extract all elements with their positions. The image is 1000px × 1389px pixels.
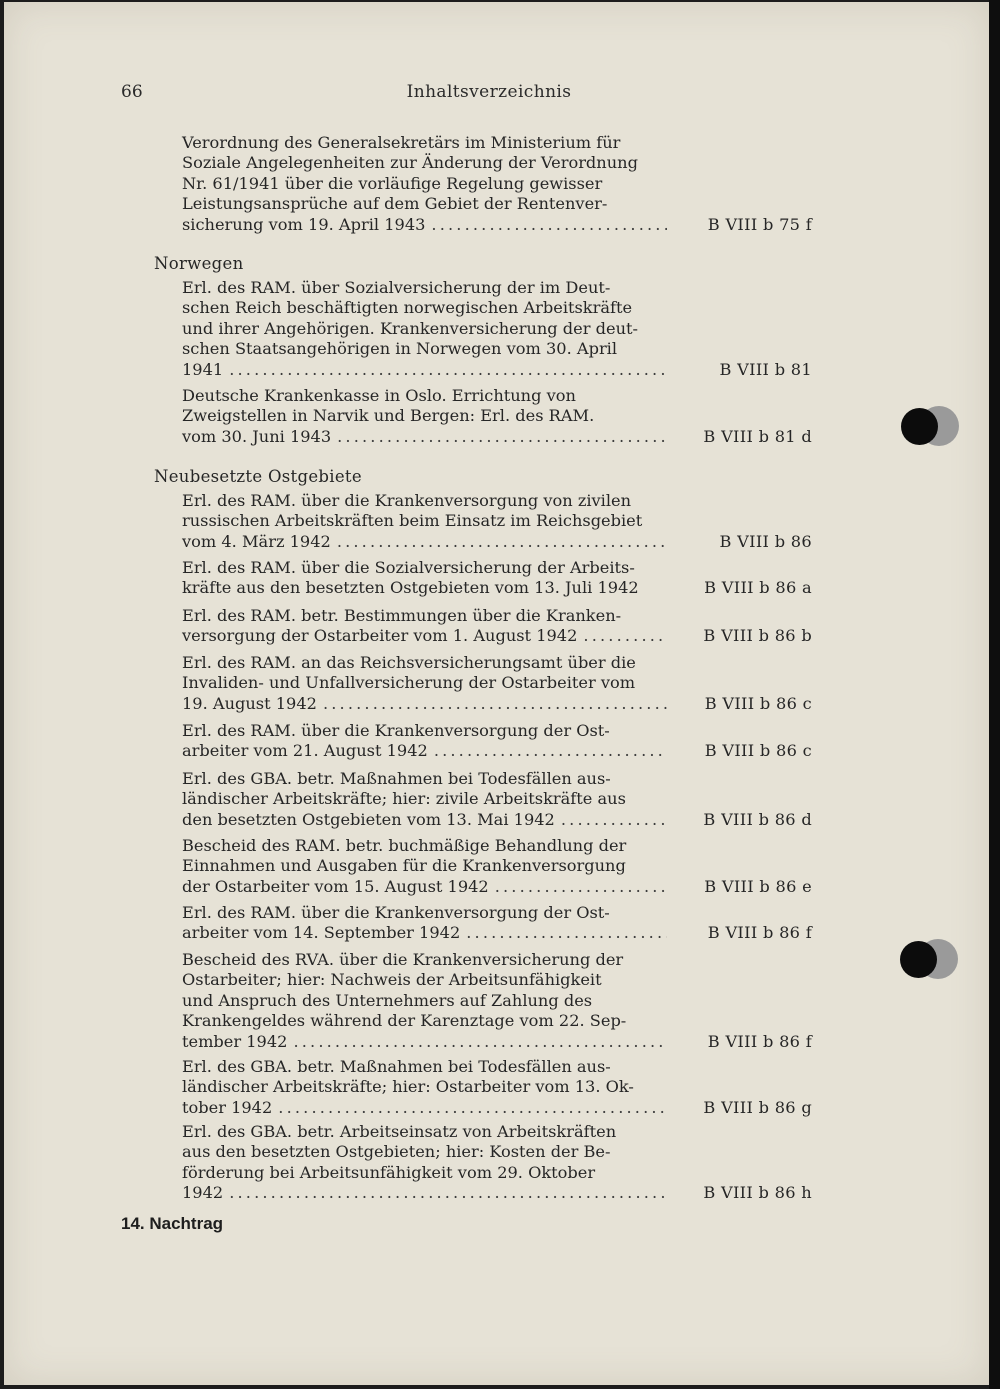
reference-code: B VIII b 81 d	[703, 426, 812, 446]
dot-leader	[583, 626, 667, 646]
entry-line: Erl. des RAM. über die Krankenversorgung der Ost-	[182, 903, 610, 922]
dot-leader	[229, 360, 667, 380]
reference-code: B VIII b 86 f	[707, 1031, 812, 1051]
entry-line: schen Staatsangehörigen in Norwegen vom 30. April	[182, 339, 618, 359]
entry-line: Verordnung des Generalsekretärs im Ministerium für	[182, 133, 621, 152]
entry-line: und ihrer Angehörigen. Krankenversicherung der deut-	[182, 318, 638, 338]
entry-line: 1942	[182, 1183, 224, 1203]
page-header	[4, 82, 989, 106]
entry-line: versorgung der Ostarbeiter vom 1. August 1942	[182, 626, 578, 646]
entry-line: Krankengeldes während der Karenztage vom 22. Sep-	[182, 1011, 627, 1031]
toc-entry	[182, 558, 822, 599]
dot-leader	[229, 1183, 667, 1203]
toc-entry	[182, 133, 822, 235]
entry-line: Erl. des RAM. über die Sozialversicherung der Arbeits-	[182, 558, 635, 577]
entry-line: den besetzten Ostgebieten vom 13. Mai 1942	[182, 809, 555, 829]
dot-leader	[431, 215, 667, 235]
entry-line: arbeiter vom 14. September 1942	[182, 923, 461, 943]
entry-line: ländischer Arbeitskräfte; hier: zivile Arbeitskräfte aus	[182, 789, 626, 809]
section-heading: Norwegen	[154, 254, 244, 273]
reference-code: B VIII b 86 h	[703, 1183, 812, 1203]
entry-line: 1941	[182, 359, 224, 379]
toc-entry	[182, 950, 822, 1052]
reference-code: B VIII b 86 d	[703, 809, 812, 829]
entry-line: Erl. des RAM. über Sozialversicherung der im Deut-	[182, 278, 611, 297]
entry-line: vom 30. Juni 1943	[182, 426, 332, 446]
entry-line: Bescheid des RVA. über die Krankenversicherung der	[182, 950, 624, 969]
entry-line: Deutsche Krankenkasse in Oslo. Errichtung von	[182, 386, 576, 405]
entry-line: tember 1942	[182, 1031, 288, 1051]
entry-line: 19. August 1942	[182, 693, 317, 713]
running-title: Inhaltsverzeichnis	[406, 82, 572, 102]
entry-line: förderung bei Arbeitsunfähigkeit vom 29. Oktober	[182, 1162, 596, 1182]
entry-line: Bescheid des RAM. betr. buchmäßige Behandlung der	[182, 836, 627, 855]
scan-border	[989, 0, 1000, 1389]
entry-line: Erl. des RAM. über die Krankenversorgung von zivilen	[182, 491, 632, 510]
reference-code: B VIII b 86 e	[704, 876, 812, 896]
punch-hole-icon	[900, 939, 958, 979]
dot-leader	[323, 694, 667, 714]
toc-entry	[182, 491, 822, 552]
toc-entry	[182, 769, 822, 830]
entry-line: russischen Arbeitskräften beim Einsatz im Reichsgebiet	[182, 511, 643, 531]
toc-entry	[182, 653, 822, 714]
document-page	[4, 2, 989, 1385]
reference-code: B VIII b 81	[719, 359, 812, 379]
entry-line: schen Reich beschäftigten norwegischen Arbeitskräfte	[182, 298, 633, 318]
entry-line: Leistungsansprüche auf dem Gebiet der Rentenver-	[182, 194, 608, 214]
entry-line: Erl. des RAM. betr. Bestimmungen über die Kranken-	[182, 606, 622, 625]
reference-code: B VIII b 86 c	[704, 741, 812, 761]
entry-line: der Ostarbeiter vom 15. August 1942	[182, 876, 489, 896]
entry-line: Erl. des GBA. betr. Maßnahmen bei Todesfällen aus-	[182, 1057, 611, 1076]
supplement-label: 14. Nachtrag	[121, 1214, 224, 1233]
entry-line: Erl. des RAM. an das Reichsversicherungsamt über die	[182, 653, 636, 672]
punch-hole-icon	[901, 406, 959, 446]
entry-line: aus den besetzten Ostgebieten; hier: Kosten der Be-	[182, 1142, 611, 1162]
toc-entry	[182, 721, 822, 762]
toc-entry	[182, 278, 822, 380]
reference-code: B VIII b 86 c	[704, 693, 812, 713]
reference-code: B VIII b 75 f	[707, 214, 812, 234]
toc-entry	[182, 606, 822, 647]
entry-line: Zweigstellen in Narvik und Bergen: Erl. des RAM.	[182, 406, 595, 426]
page-number: 66	[121, 82, 143, 102]
toc-entry	[182, 1122, 822, 1204]
dot-leader	[434, 741, 667, 761]
toc-entry	[182, 836, 822, 897]
dot-leader	[495, 877, 667, 897]
entry-line: sicherung vom 19. April 1943	[182, 214, 426, 234]
entry-line: arbeiter vom 21. August 1942	[182, 741, 428, 761]
toc-entry	[182, 1057, 822, 1118]
entry-line: Erl. des GBA. betr. Maßnahmen bei Todesfällen aus-	[182, 769, 611, 788]
toc-entry	[182, 903, 822, 944]
dot-leader	[337, 427, 667, 447]
reference-code: B VIII b 86 b	[703, 626, 812, 646]
entry-line: Ostarbeiter; hier: Nachweis der Arbeitsunfähigkeit	[182, 970, 602, 990]
entry-line: ländischer Arbeitskräfte; hier: Ostarbeiter vom 13. Ok-	[182, 1077, 634, 1097]
entry-line: Nr. 61/1941 über die vorläufige Regelung gewisser	[182, 173, 603, 193]
entry-line: kräfte aus den besetzten Ostgebieten vom 13. Juli 1942	[182, 578, 639, 598]
reference-code: B VIII b 86 g	[703, 1097, 812, 1117]
toc-entry	[182, 386, 822, 447]
dot-leader	[337, 532, 667, 552]
entry-line: Soziale Angelegenheiten zur Änderung der Verordnung	[182, 153, 638, 173]
dot-leader	[293, 1032, 667, 1052]
section-heading: Neubesetzte Ostgebiete	[154, 467, 362, 486]
dot-leader	[561, 810, 667, 830]
entry-line: Invaliden- und Unfallversicherung der Ostarbeiter vom	[182, 673, 636, 693]
reference-code: B VIII b 86 f	[707, 923, 812, 943]
entry-line: Erl. des GBA. betr. Arbeitseinsatz von Arbeitskräften	[182, 1122, 617, 1141]
entry-line: Erl. des RAM. über die Krankenversorgung der Ost-	[182, 721, 610, 740]
reference-code: B VIII b 86	[719, 531, 812, 551]
entry-line: vom 4. März 1942	[182, 531, 331, 551]
dot-leader	[466, 923, 667, 943]
entry-line: Einnahmen und Ausgaben für die Krankenversorgung	[182, 856, 626, 876]
dot-leader	[278, 1098, 667, 1118]
entry-line: tober 1942	[182, 1097, 273, 1117]
entry-line: und Anspruch des Unternehmers auf Zahlung des	[182, 990, 593, 1010]
reference-code: B VIII b 86 a	[704, 578, 812, 598]
